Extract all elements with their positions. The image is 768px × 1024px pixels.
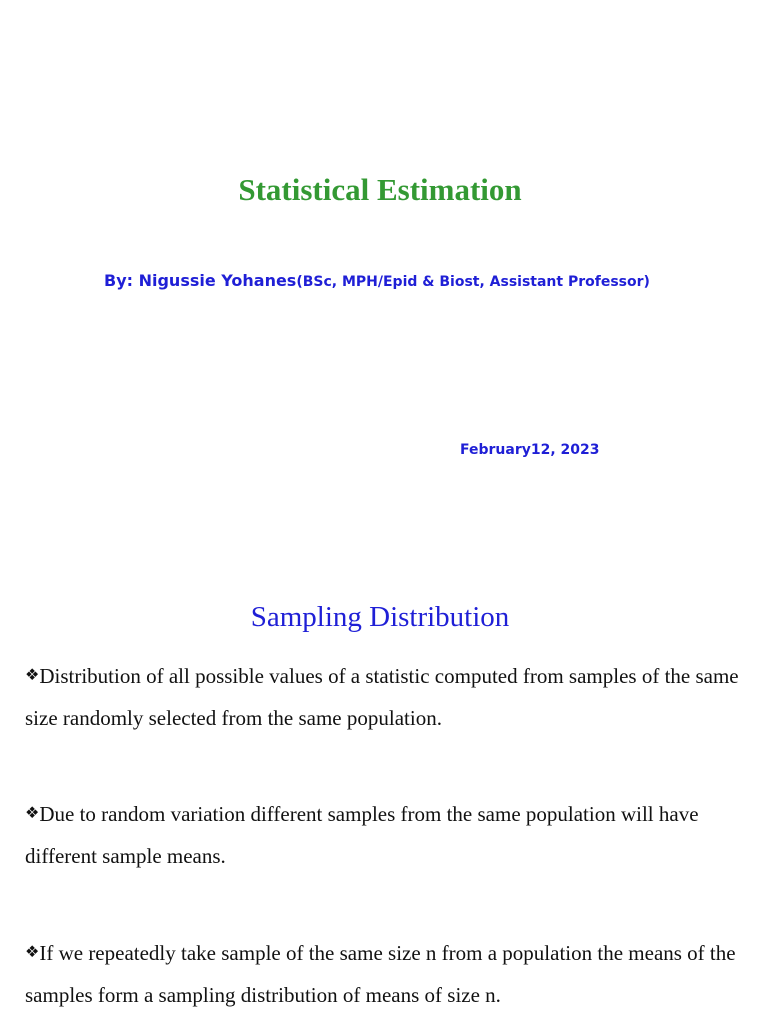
author-line: [104, 271, 650, 290]
presentation-date: February12, 2023: [460, 442, 600, 458]
bullet-text: Due to random variation different samples from the same population will have different sample means.: [25, 802, 699, 868]
presentation-title: Statistical Estimation: [238, 172, 522, 207]
diamond-bullet-icon: ❖: [25, 803, 40, 822]
bullet-point: [25, 931, 750, 1016]
slide-title: Sampling Distribution: [250, 601, 510, 633]
bullet-text: Distribution of all possible values of a statistic computed from samples of the same size randomly selected from the same population.: [25, 664, 739, 730]
bullet-point: [25, 654, 750, 739]
bullet-point: [25, 792, 750, 877]
author-name: By: Nigussie Yohanes: [104, 271, 297, 290]
diamond-bullet-icon: ❖: [25, 665, 40, 684]
diamond-bullet-icon: ❖: [25, 942, 40, 961]
author-credentials: (BSc, MPH/Epid & Biost, Assistant Professor): [296, 274, 650, 290]
bullet-text: If we repeatedly take sample of the same size n from a population the means of the samples form a sampling distribution of means of size n.: [25, 941, 736, 1007]
